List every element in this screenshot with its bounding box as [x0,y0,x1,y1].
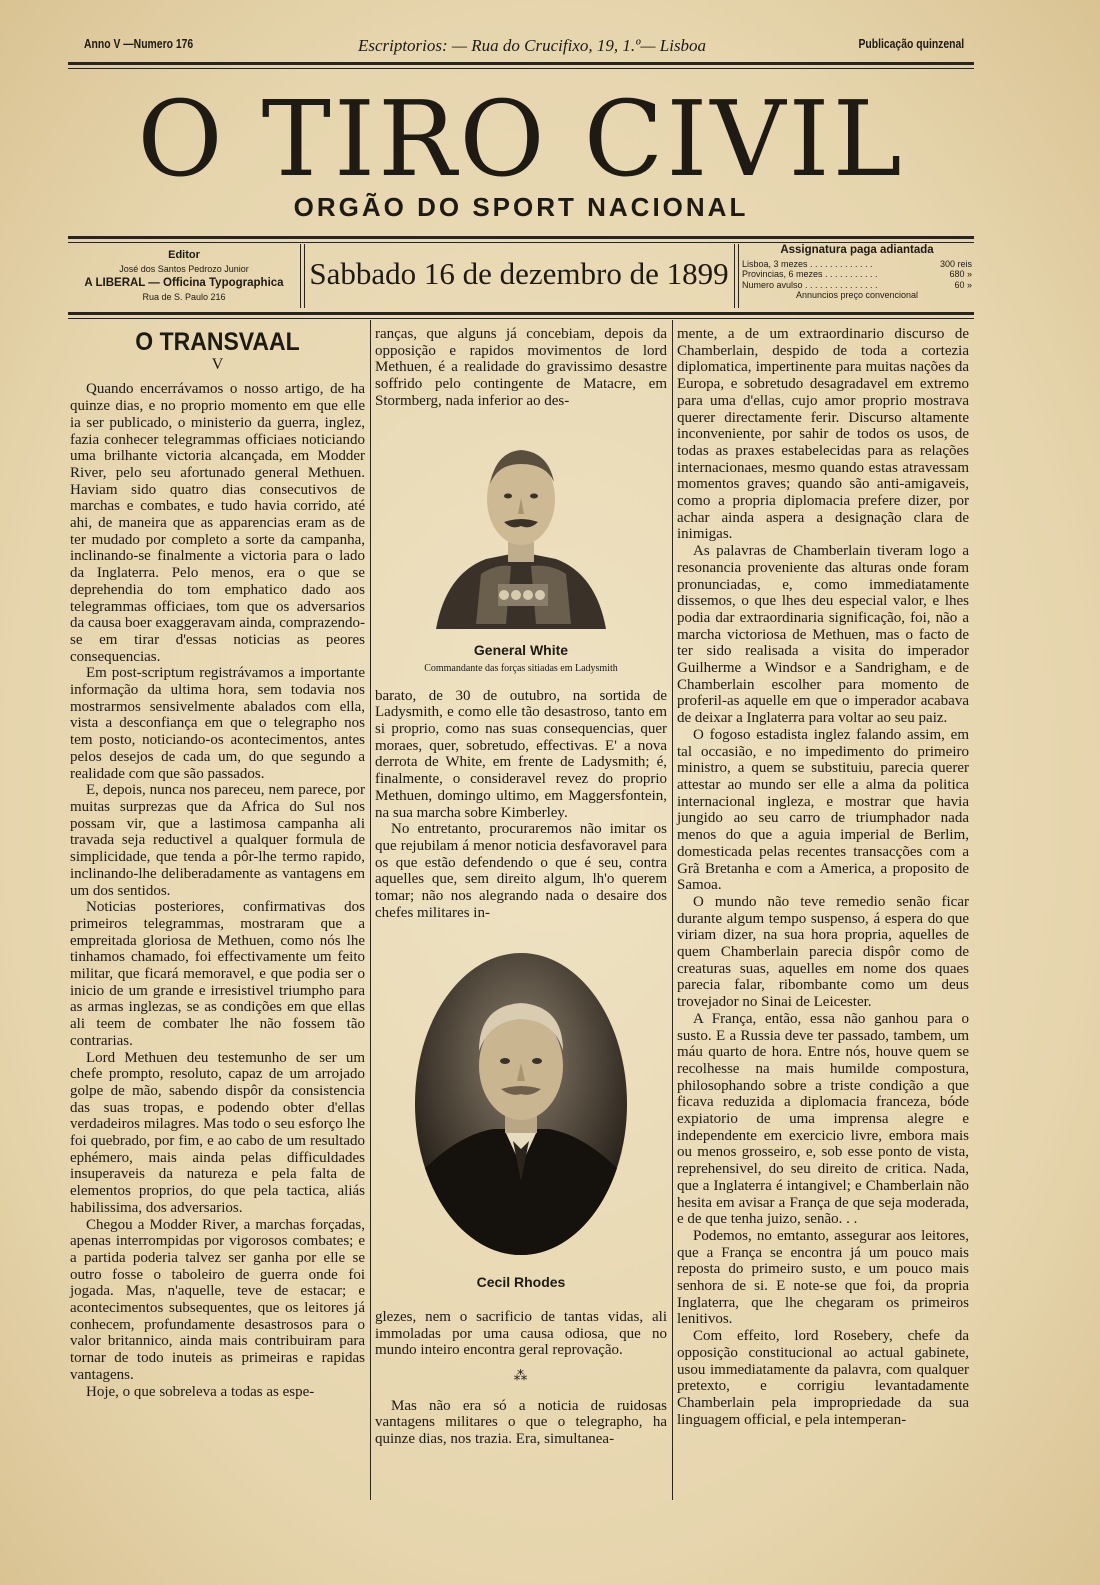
masthead-subtitle: ORGÃO DO SPORT NACIONAL [293,192,749,222]
editor-press: A LIBERAL — Officina Typographica [84,277,284,289]
section-break-asterisks: ⁂ [513,1368,529,1384]
masthead-title: O TIRO CIVIL [137,78,905,200]
subscription-row [742,259,972,270]
paragraph: As palavras de Chamberlain tiveram logo a resonancia proveniente das alturas onde foram pronunciadas, e, como immediatamente dissemos, o que lhes deu especial valor, e lhes podia dar extraordinaria significação, foi, não a marcha victoriosa de Methuen, mas o facto de ter sido realisada a visita do imperador Guilherme a Windsor e a Sandrigham, e de Chamberlain escolher para momento de proferil-as aquelle em que o imperador acabava de deixar a Inglaterra para voltar ao seu paiz. [677,543,969,727]
cecil-rhodes-portrait [375,951,667,1290]
issue-date: Sabbado 16 de dezembro de 1899 [309,256,729,291]
info-bar [68,240,974,312]
article-section-number: V [211,355,224,373]
subscription-footer: Annuncios preço convencional [795,290,919,300]
portrait-caption-name: General White [473,642,569,659]
paragraph: Mas não era só a noticia de ruidosas vantagens militares o que o telegrapho, ha quinze dias, nos trazia. Era, simultanea- [375,1397,667,1448]
header-topline [84,36,964,56]
subscription-price: 680 » [949,269,972,279]
column-rule-2 [672,320,673,1500]
editor-heading: Editor [168,249,200,261]
infobar-divider-left-2 [304,244,305,308]
paragraph: barato, de 30 de outubro, na sortida de Ladysmith, e como elle tão desastroso, tanto em si proprio, como nas suas consequencias, quer moraes, quer, sobretudo, effectivas. E' a nova derrota de White, em frente de Ladysmith; é, finalmente, o consideravel revez do proprio Methuen, domingo ultimo, em Maggersfontein, na sua marcha sobre Kimberley. [375,687,667,821]
subscription-label: Provincias, 6 mezes . . . . . . . . . . . [742,269,878,279]
article-column-3 [677,326,969,1428]
article-column-1 [70,326,365,1400]
infobar-divider-right-2 [738,244,739,308]
paragraph: Podemos, no emtanto, assegurar aos leitores, que a França se encontra já um pouco mais reposta do primeiro susto, e um pouco mais senhora de si. E note-se que foi, da propria Inglaterra, que lhe chegaram os primeiros lenitivos. [677,1227,969,1328]
infobar-divider-right [734,244,735,308]
portrait-caption-name: Cecil Rhodes [476,1274,566,1291]
editor-address: Rua de S. Paulo 216 [142,292,226,302]
general-white-portrait [375,424,667,678]
publication-frequency: Publicação quinzenal [858,36,964,51]
subscription-label: Numero avulso . . . . . . . . . . . . . . . [742,279,878,290]
issue-number: Anno V —Numero 176 [84,36,194,51]
paragraph: mente, a de um extraordinario discurso de Chamberlain, despido de toda a cortezia diplomatica, impertinente para muitas nações da Europa, e sobretudo desagradavel em extremo para uma d'ellas, cujo amor proprio mostrava querer directamente ferir. Discurso altamente inconveniente, por sahir de todos os usos, de todas as praxes estabelecidas para as relações internacionaes, mesmo quando estas atravessam momentos graves; quando são anti-amigaveis, como a propria diplomacia prefere dizer, por achar ainda aspera a designação clara de inimigas. [677,326,969,543]
paragraph: Hoje, o que sobreleva a todas as espe- [86,1383,315,1400]
subscription-row [742,280,972,291]
infobar-rule-bottom [68,312,974,319]
editor-box [68,248,300,304]
paragraph: Em post-scriptum registrávamos a importante informação da ultima hora, sem todavia nos mostrarmos sensivelmente abalados com ella, vista a desconfiança em que o telegrapho nos tem posto, noticiando-os acontecimentos, antes pelos desejos de cada um, do que segundo a realidade com que são passados. [70,665,365,782]
editor-name: José dos Santos Pedrozo Junior [119,264,249,274]
portrait-image [426,424,616,634]
paragraph: Noticias posteriores, confirmativas dos primeiros telegrammas, mostraram que a empreitada gloriosa de Methuen, como nós lhe tinhamos chamado, foi effectivamente um feito militar, que ficará memoravel, e que podia ser o inicio de um grande e irresistivel triumpho para as armas inglezas, se as condições em que ellas ali teem de combater lhe não fossem tão contrarias. [70,899,365,1049]
paragraph: O fogoso estadista inglez falando assim, em tal occasião, e no impedimento do primeiro ministro, a quem se substituiu, parecia querer attestar ao mundo ser elle a alma da politica internacional ingleza, e mostrar que havia jungido ao seu carro de triumphador nada menos do que a aguia imperial de Berlim, domesticada pelas recentes transacções com a Grã Bretanha e com a America, a proposito de Samoa. [677,726,969,894]
office-address: Escriptorios: — Rua do Crucifixo, 19, 1.º— Lisboa [357,36,707,55]
paragraph: E, depois, nunca nos pareceu, nem parece, por muitas surprezas que da Africa do Sul nos possam vir, que a lastimosa campanha ali travada seja reductivel a qualquer formula de simplicidade, que tenda a pôr-lhe termo rapido, inclinando-lhe deliberadamente as vantagens em um dos sentidos. [70,782,365,899]
paragraph: ranças, que alguns já concebiam, depois da opposição e rapidos movimentos de lord Methuen, é a realidade do gravissimo desastre soffrido pelo contingente de Matacre, em Stormberg, nada inferior ao des- [375,326,667,409]
subscription-heading: Assignatura paga adiantada [780,244,934,256]
paragraph: Chegou a Modder River, a marchas forçadas, apenas interrompidas por vigorosos combates; e a partida poderia talvez ser ganha por elle se outro fosse o taboleiro de guerra onde foi jogada. Mas, n'aquelle, teve de estacar; e acontecimentos subsequentes, que os leitores já conhecem, profundamente desastrosos para o valor britannico, ainda mais contribuiram para tornar de todo inuteis as primeiras e rapidas vantagens. [70,1216,365,1383]
header-rule-top [68,62,974,69]
subscription-price: 60 » [954,279,972,290]
column-rule-1 [370,320,371,1500]
subscription-label: Lisboa, 3 mezes . . . . . . . . . . . . . [742,258,873,269]
article-headline: O TRANSVAAL [135,328,300,356]
paragraph: Lord Methuen deu testemunho de ser um chefe prompto, resoluto, capaz de um arrojado golpe de mão, sabendo dispôr da consistencia das suas tropas, e podendo obter d'ellas verdadeiros milagres. Mas todo o seu esforço lhe foi quebrado, por fim, e ao cabo de um resultado ephémero, mais ainda pelas difficuldades insuperaveis da natureza e pela falta de elementos proprios, do que pela tactica, aliás habilissima, dos adversarios. [70,1049,365,1216]
paragraph: Com effeito, lord Rosebery, chefe da opposição constitucional ao actual gabinete, usou immediatamente da palavra, com qualquer pretexto, e corrigiu levantadamente Chamberlain pela impropriedade da sua linguagem official, e pela intemperan- [677,1328,969,1428]
subscription-row [742,269,972,280]
infobar-divider-left [300,244,301,308]
subscription-price: 300 reis [939,258,972,269]
paragraph: glezes, nem o sacrificio de tantas vidas, ali immoladas por uma causa odiosa, que no mundo inteiro encontra geral reprovação. [375,1308,667,1359]
portrait-caption-subtitle: Commandante das forças sitiadas em Ladysmith [424,662,618,674]
paragraph: A França, então, essa não ganhou para o susto. E a Russia deve ter passado, tambem, um máu quarto de hora. Entre nós, houve quem se recolhesse na mais humilde compostura, philosophando sobre a triste condição a que ficava reduzida a diplomacia franceza, bóde expiatorio de uma imprensa alegre e independente em exercicio livre, embora mais ou menos grosseiro, e, sob esse ponto de vista, reprehensivel, do seu direito de critica. Nada, que a Inglaterra é intangivel; e Chamberlain não hesita em avisar a França de que seja moderada, e de que tenha juizo, senão. . . [677,1010,969,1228]
paragraph: O mundo não teve remedio senão ficar durante algum tempo suspenso, á espera do que viriam dizer, na sua hora propria, aquelles de quem Chamberlain parecia dispôr como de creaturas suas, aquelles em nome dos quaes parecia falar, ribombante como um deus trovejador no Sinai de Leicester. [677,893,969,1011]
article-column-2 [375,326,667,1448]
portrait-image [413,951,629,1257]
subscription-box [742,245,972,301]
paragraph: No entretanto, procuraremos não imitar os que rejubilam á menor noticia desfavoravel para os que estão defendendo o que é seu, contra aquelles que, sem direito algum, lh'o querem tomar; não nos alegrando nada o desaire dos chefes militares in- [375,821,667,921]
paragraph: Quando encerrávamos o nosso artigo, de ha quinze dias, e no proprio momento em que elle ia ser publicado, o ministerio da guerra, inglez, fazia conhecer telegrammas officiaes noticiando uma brilhante victoria alcançada, em Modder River, pelo seu afortunado general Methuen. Haviam sido quatro dias consecutivos de marchas e combates, e tudo havia corrido, até ahi, de maneira que as apparencias eram as de ter mudado por completo a sorte da campanha, inclinando-se finalmente a victoria para o lado da Inglaterra. Pelo menos, era o que se deprehendia do tom emphatico dado aos telegrammas officiaes, tom que os adversarios da causa boer exaggeravam ainda, comprazendo-se em tirar d'essas noticias as peores consequencias. [70,381,365,665]
